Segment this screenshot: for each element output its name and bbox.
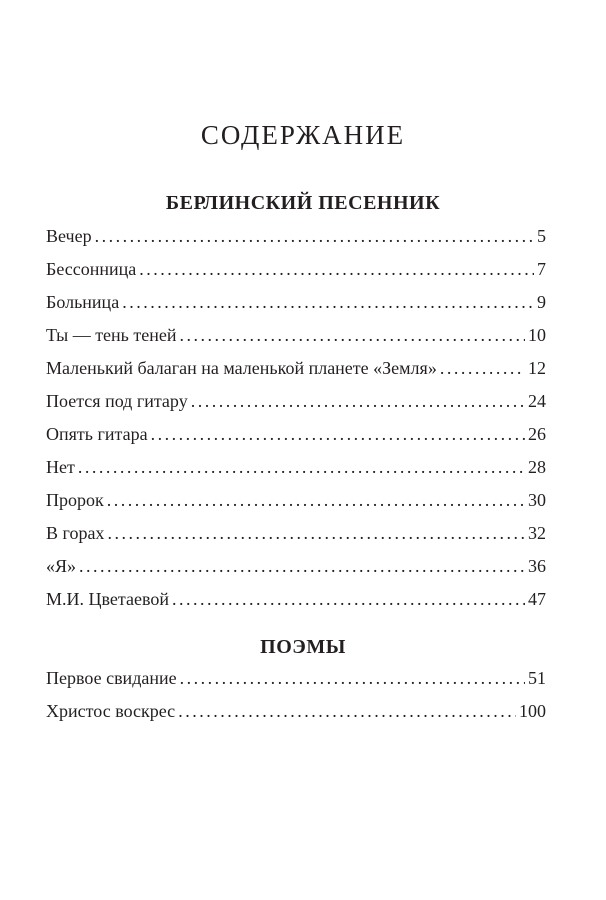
- dot-leader: [440, 358, 525, 379]
- dot-leader: [107, 523, 525, 544]
- toc-entry-page: 30: [528, 490, 546, 510]
- dot-leader: [79, 556, 525, 577]
- toc-entry: [46, 259, 546, 292]
- toc-entry-title: Поется под гитару: [46, 391, 188, 411]
- toc-entry: [46, 701, 546, 734]
- toc-entry-title: Нет: [46, 457, 75, 477]
- toc-entry-page: 12: [528, 358, 546, 378]
- dot-leader: [107, 490, 525, 511]
- dot-leader: [139, 259, 534, 280]
- toc-entry: [46, 424, 546, 457]
- dot-leader: [172, 589, 525, 610]
- toc-entry-page: 47: [528, 589, 546, 609]
- toc-entry-title: Больница: [46, 292, 120, 312]
- toc-entry-title: «Я»: [46, 556, 77, 576]
- toc-entry: [46, 391, 546, 424]
- toc-entry: [46, 292, 546, 325]
- toc-entry-page: 36: [528, 556, 546, 576]
- toc-entry-title: Вечер: [46, 226, 92, 246]
- dot-leader: [180, 325, 526, 346]
- toc-entry-title: В горах: [46, 523, 105, 543]
- toc-entry-page: 9: [537, 292, 546, 312]
- toc-list-poems: [46, 668, 546, 734]
- toc-list-berlin-songbook: [46, 226, 546, 622]
- toc-entry-page: 26: [528, 424, 546, 444]
- toc-entry-page: 24: [528, 391, 546, 411]
- section-heading-berlin-songbook: БЕРЛИНСКИЙ ПЕСЕННИК: [165, 192, 441, 214]
- toc-entry: [46, 325, 546, 358]
- toc-entry-page: 32: [528, 523, 546, 543]
- toc-entry-title: Опять гитара: [46, 424, 148, 444]
- toc-entry-page: 28: [528, 457, 546, 477]
- dot-leader: [180, 668, 525, 689]
- toc-entry-title: М.И. Цветаевой: [46, 589, 169, 609]
- toc-entry: [46, 523, 546, 556]
- section-heading-poems: ПОЭМЫ: [260, 636, 346, 658]
- toc-entry-page: 5: [537, 226, 546, 246]
- toc-entry: [46, 358, 546, 391]
- toc-entry: [46, 226, 546, 259]
- toc-entry-page: 7: [537, 259, 546, 279]
- page-title: СОДЕРЖАНИЕ: [200, 120, 406, 150]
- dot-leader: [95, 226, 534, 247]
- dot-leader: [122, 292, 534, 313]
- toc-entry: [46, 457, 546, 490]
- toc-entry: [46, 490, 546, 523]
- toc-entry-title: Пророк: [46, 490, 104, 510]
- dot-leader: [178, 701, 516, 722]
- toc-entry: [46, 556, 546, 589]
- toc-entry-page: 10: [528, 325, 546, 345]
- dot-leader: [191, 391, 525, 412]
- toc-entry: [46, 589, 546, 622]
- toc-entry-title: Маленький балаган на маленькой планете «Земля»: [46, 358, 437, 378]
- dot-leader: [151, 424, 525, 445]
- toc-entry-title: Христос воскрес: [46, 701, 176, 721]
- toc-entry-title: Ты — тень теней: [46, 325, 177, 345]
- toc-entry-title: Бессонница: [46, 259, 137, 279]
- toc-entry-page: 100: [519, 701, 546, 721]
- toc-entry-title: Первое свидание: [46, 668, 177, 688]
- toc-entry: [46, 668, 546, 701]
- dot-leader: [78, 457, 525, 478]
- toc-entry-page: 51: [528, 668, 546, 688]
